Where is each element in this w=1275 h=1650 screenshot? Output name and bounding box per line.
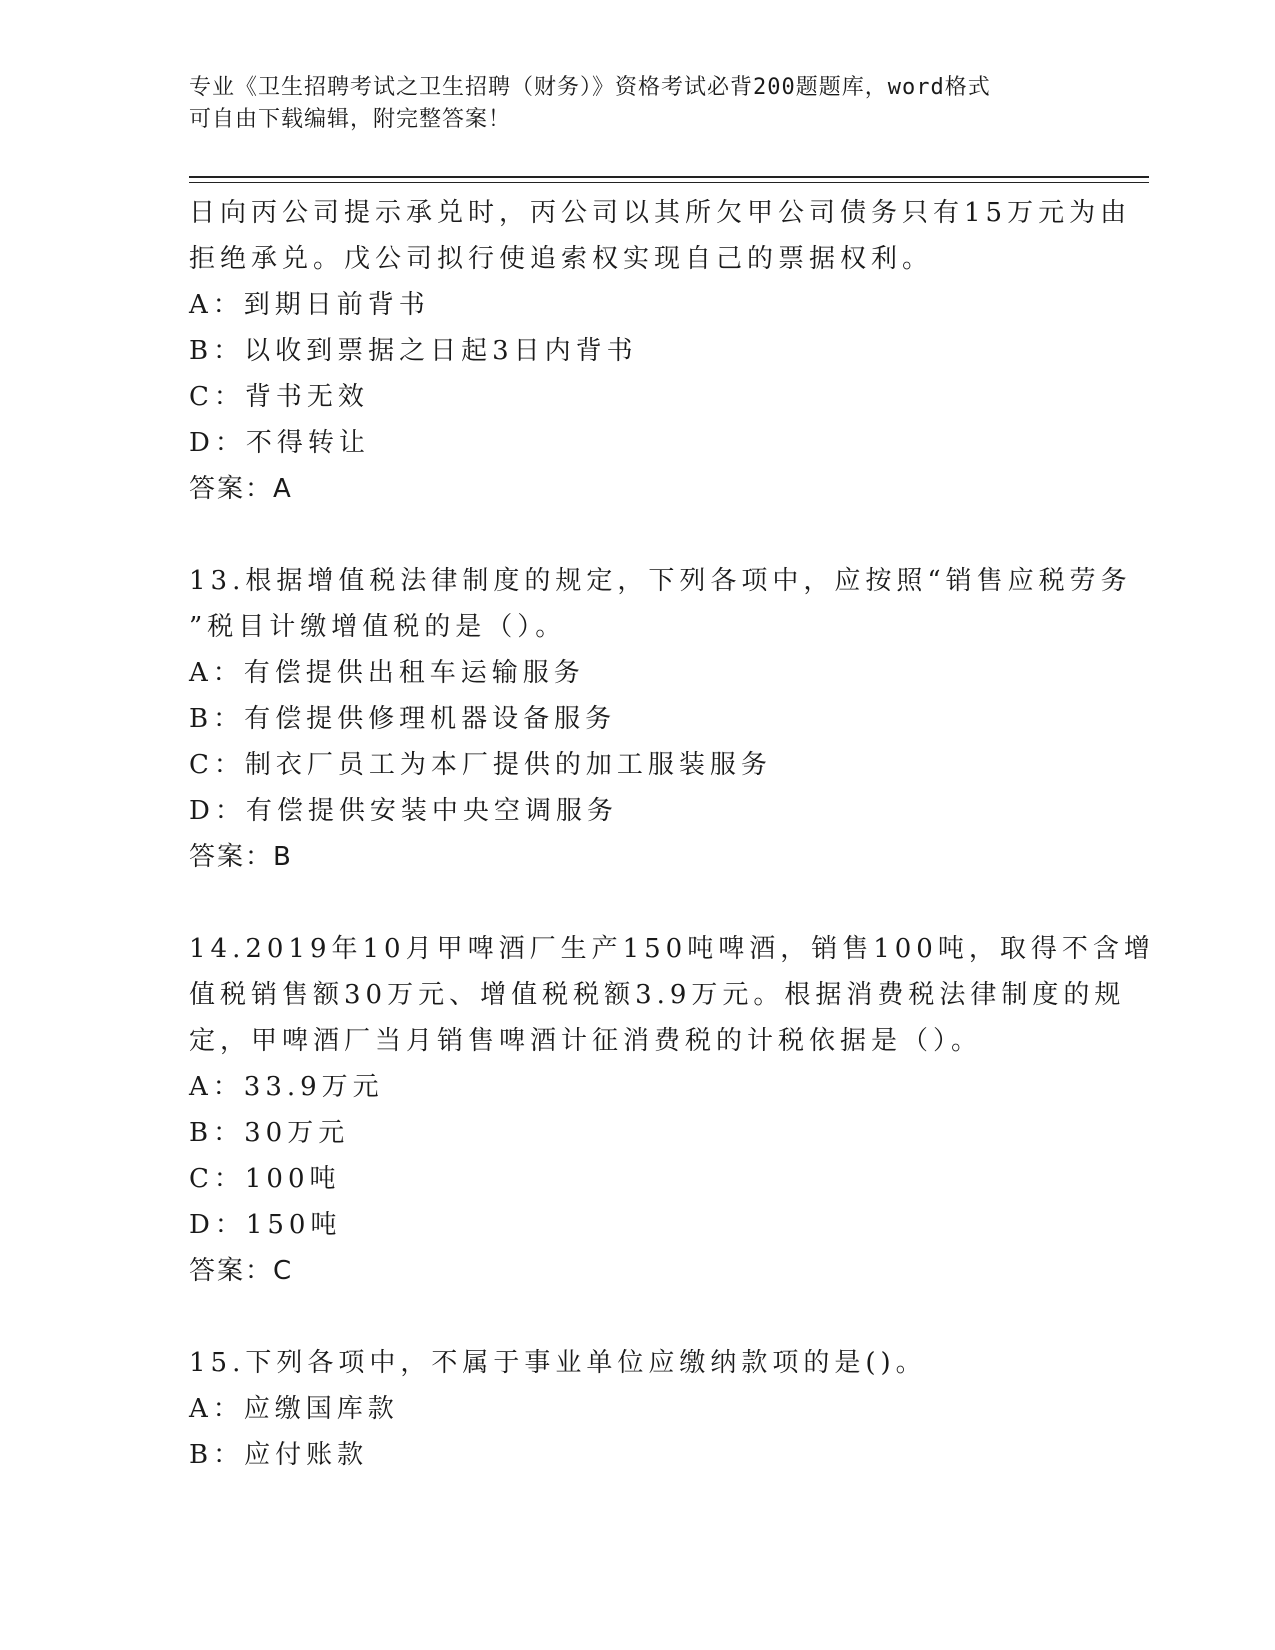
question-text-line: 14.2019年10月甲啤酒厂生产150吨啤酒，销售100吨，取得不含增 [189, 934, 1155, 964]
header-divider-thick [189, 176, 1149, 178]
question-text-line: 定，甲啤酒厂当月销售啤酒计征消费税的计税依据是（）。 [189, 1026, 983, 1056]
answer-line: 答案：B [189, 842, 293, 872]
question-text-line: 值税销售额30万元、增值税税额3.9万元。根据消费税法律制度的规 [189, 980, 1126, 1010]
question-12-continued [189, 190, 1132, 512]
answer-line: 答案：C [189, 1256, 294, 1286]
option-d: D：不得转让 [189, 428, 370, 458]
option-a: A：有偿提供出租车运输服务 [189, 658, 585, 688]
option-b: B：30万元 [189, 1118, 350, 1148]
option-a: A：应缴国库款 [189, 1394, 399, 1424]
question-15 [189, 1340, 1089, 1478]
question-text-line: 日向丙公司提示承兑时，丙公司以其所欠甲公司债务只有15万元为由 [189, 198, 1132, 228]
spacer [189, 880, 1089, 926]
option-b: B：有偿提供修理机器设备服务 [189, 704, 617, 734]
question-14 [189, 926, 1155, 1294]
question-content [189, 190, 1155, 1478]
option-c: C：制衣厂员工为本厂提供的加工服装服务 [189, 750, 772, 780]
document-header [189, 72, 1089, 136]
spacer [189, 512, 1089, 558]
option-b: B：应付账款 [189, 1440, 369, 1470]
header-line-2: 可自由下载编辑，附完整答案！ [189, 107, 512, 132]
option-c: C：100吨 [189, 1164, 341, 1194]
option-d: D：150吨 [189, 1210, 342, 1240]
option-b: B：以收到票据之日起3日内背书 [189, 336, 638, 366]
question-text-line: 13.根据增值税法律制度的规定，下列各项中，应按照“销售应税劳务 [189, 566, 1132, 596]
option-d: D：有偿提供安装中央空调服务 [189, 796, 618, 826]
option-a: A：33.9万元 [189, 1072, 384, 1102]
spacer [189, 1294, 1089, 1340]
header-line-1: 专业《卫生招聘考试之卫生招聘（财务）》资格考试必背200题题库，word格式 [189, 75, 991, 100]
question-text-line: ”税目计缴增值税的是（）。 [189, 612, 567, 642]
option-a: A：到期日前背书 [189, 290, 430, 320]
question-text-line: 拒绝承兑。戊公司拟行使追索权实现自己的票据权利。 [189, 244, 934, 274]
question-13 [189, 558, 1132, 880]
header-divider-thin [189, 182, 1149, 183]
answer-line: 答案：A [189, 474, 293, 504]
option-c: C：背书无效 [189, 382, 369, 412]
question-text-line: 15.下列各项中，不属于事业单位应缴纳款项的是()。 [189, 1348, 927, 1378]
